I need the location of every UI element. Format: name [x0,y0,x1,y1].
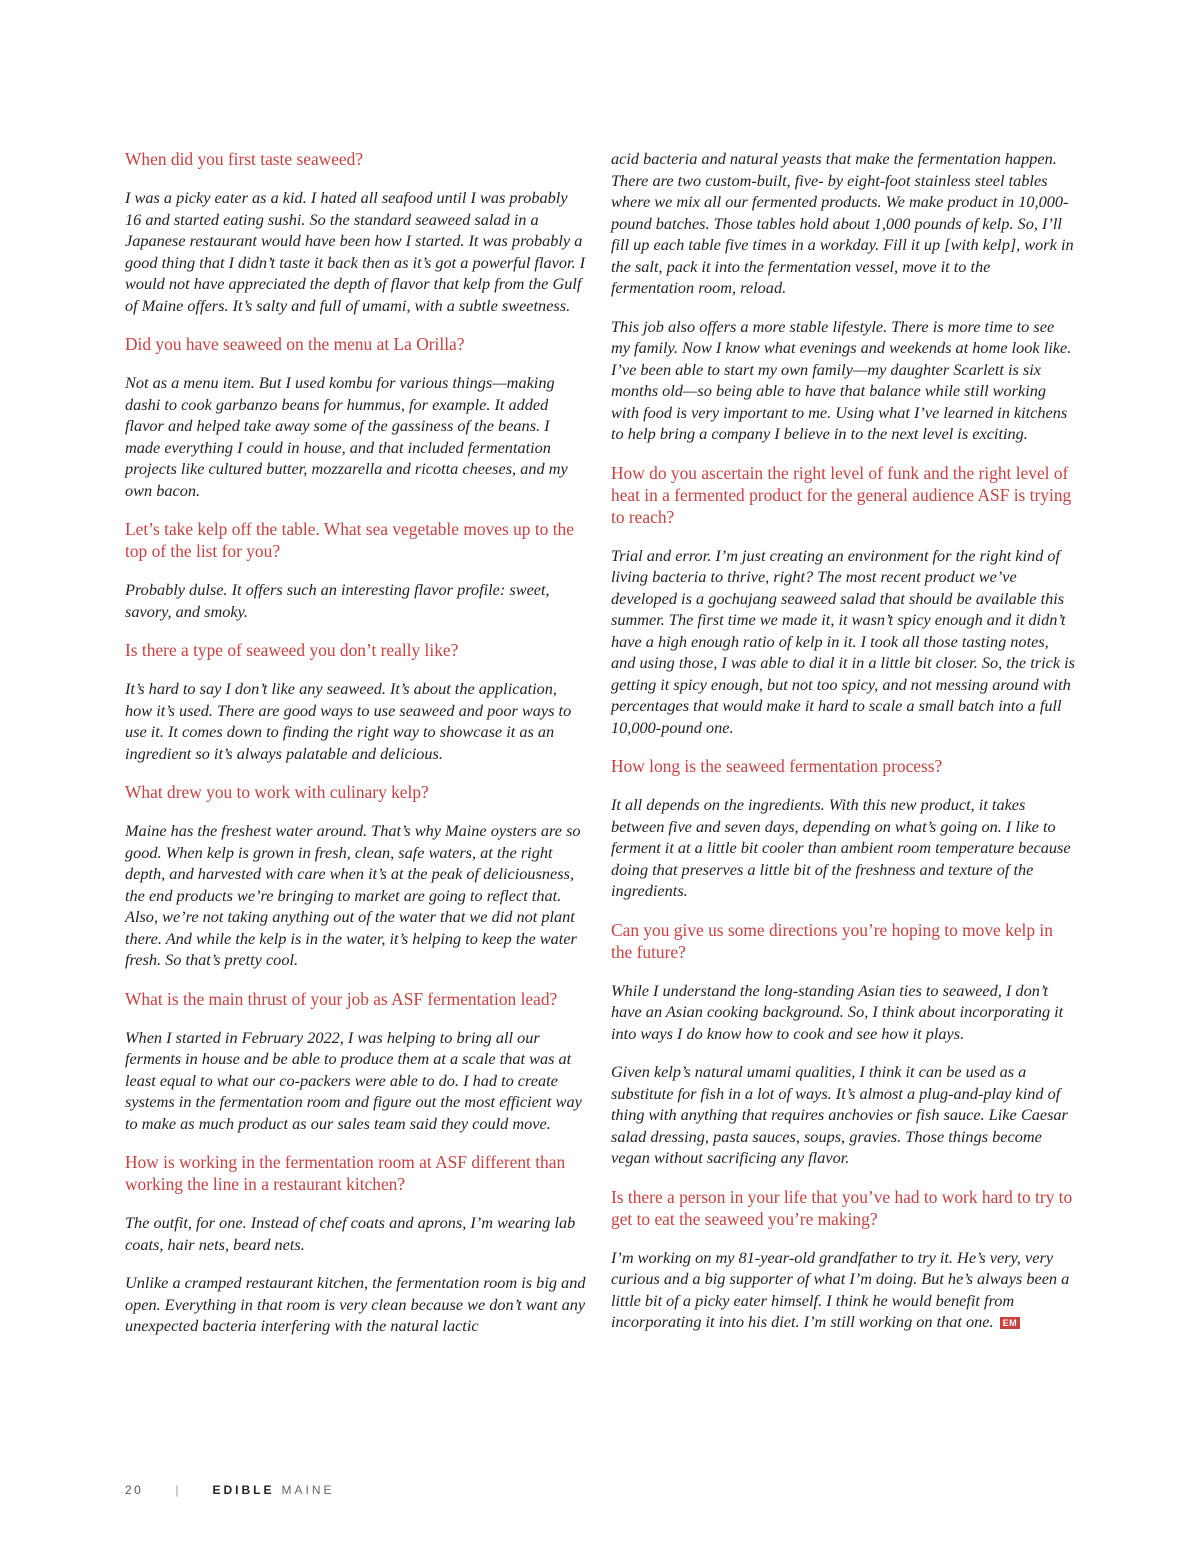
footer-separator: | [175,1483,179,1497]
page-footer [125,1483,335,1497]
magazine-name-bold: EDIBLE [212,1483,275,1497]
magazine-name-light: MAINE [281,1483,335,1497]
answer-text: I’m working on my 81-year-old grandfather to try it. He’s very, very curious and a big supporter of what I’m doing. But he’s always been a little bit of a picky eater himself. I think he would benefit from incorporating it into his diet. I’m still working on that one. [611,1247,1070,1331]
interview-question: Can you give us some directions you’re hoping to move kelp in the future? [611,919,1053,962]
answer-text: While I understand the long-standing Asian ties to seaweed, I don’t have an Asian cooking background. So, I think about incorporating it into ways I do know how to cook and see how it plays. [611,980,1064,1043]
interview-question: What is the main thrust of your job as ASF fermentation lead? [125,988,558,1009]
end-mark-icon: EM [1000,1317,1021,1329]
answer-text: Given kelp’s natural umami qualities, I think it can be used as a substitute for fish in a lot of ways. It’s almost a plug-and-play kind of thing with anything that requires anchovies or fish sauce. Like Caesar salad dressing, pasta sauces, soups, gravies. Those things become vegan without sacrificing any flavor. [611,1062,1068,1167]
interview-question: How is working in the fermentation room at ASF different than working the line in a restaurant kitchen? [125,1152,566,1194]
interview-answer [611,1061,1077,1169]
answer-text: acid bacteria and natural yeasts that make the fermentation happen. There are two custom-built, five- by eight-foot stainless steel tables where we mix all our fermented products. We make product in 10,000-pound batches. Those tables hold about 1,000 pounds of kelp. So, I’ll fill up each table five times in a workday. Fill it up [with kelp], work in the salt, pack it into the fermentation vessel, move it to the fermentation room, reload. [611,149,1074,297]
interview-answer [611,794,1077,902]
answer-text: Unlike a cramped restaurant kitchen, the fermentation room is big and open. Everything in that room is very clean because we don’t want any unexpected bacteria interfering with the natural lactic [125,1273,586,1335]
answer-text: Probably dulse. It offers such an interesting flavor profile: sweet, savory, and smoky. [125,580,550,621]
left-column [125,146,587,1354]
interview-question: Did you have seaweed on the menu at La Orilla? [125,334,465,354]
interview-answer [611,316,1077,445]
page-number: 20 [125,1483,144,1497]
answer-text: This job also offers a more stable lifestyle. There is more time to see my family. Now I know what evenings and weekends at home look like. I’ve been able to start my own family—my daughter Scarlett is six months old—so being able to have that balance while still working with food is very important to me. Using what I’ve learned in kitchens to help bring a company I believe in to the next level is exciting. [611,316,1072,443]
answer-text: The outfit, for one. Instead of chef coats and aprons, I’m wearing lab coats, hair nets, beard nets. [125,1213,576,1254]
answer-text: It all depends on the ingredients. With this new product, it takes between five and seven days, depending on what’s going on. I like to ferment it at a little bit cooler than ambient room temperature because doing that preserves a little bit of the freshness and texture of the ingredients. [611,795,1071,900]
answer-text: I was a picky eater as a kid. I hated all seafood until I was probably 16 and started eating sushi. So the standard seaweed salad in a Japanese restaurant would have been how I started. It was probably a good thing that I didn’t taste it back then as it’s got a powerful flavor. I would not have appreciated the depth of flavor that kelp from the Gulf of Maine offers. It’s salty and full of umami, with a subtle sweetness. [125,188,586,315]
interview-answer [125,678,587,764]
interview-answer [611,1247,1077,1333]
interview-answer [125,372,587,501]
interview-answer [125,579,587,622]
interview-answer [125,1272,587,1337]
interview-answer [125,187,587,316]
answer-text: It’s hard to say I don’t like any seaweed. It’s about the application, how it’s used. There are good ways to use seaweed and poor ways to use it. It comes down to finding the right way to showcase it as an ingredient so it’s always palatable and delicious. [125,679,572,763]
answer-text: When I started in February 2022, I was helping to bring all our ferments in house and be able to produce them at a scale that was at least equal to what our co-packers were able to do. I had to create systems in the fermentation room and figure out the most efficient way to make as much product as our sales team said they could move. [125,1027,582,1133]
answer-text: Trial and error. I’m just creating an environment for the right kind of living bacteria to thrive, right? The most recent product we’ve developed is a gochujang seaweed salad that should be available this summer. The first time we made it, it wasn’t spicy enough and it didn’t have a high enough ratio of kelp in it. I took all those tasting notes, and using those, I was able to dial it in a little bit closer. So, the trick is getting it spicy enough, but not too spicy, and not messing around with percentages that would make it hard to scale a small batch into a full 10,000-pound one. [611,545,1075,737]
interview-answer [125,1212,587,1255]
interview-answer [611,545,1077,739]
right-column [611,148,1077,1350]
answer-text: Not as a menu item. But I used kombu for various things—making dashi to cook garbanzo beans for hummus, for example. It added flavor and helped take away some of the gassiness of the beans. I made everything I could in house, and that included fermentation projects like cultured butter, mozzarella and ricotta cheeses, and my own bacon. [125,373,568,500]
interview-answer [125,1027,587,1135]
interview-question: Is there a type of seaweed you don’t really like? [125,640,459,660]
interview-question: How long is the seaweed fermentation process? [611,756,943,776]
interview-question: Let’s take kelp off the table. What sea vegetable moves up to the top of the list for you? [125,519,574,561]
answer-text: Maine has the freshest water around. That’s why Maine oysters are so good. When kelp is grown in fresh, clean, safe waters, at the right depth, and harvested with care when it’s at the peak of deliciousness, the end products we’re bringing to market are going to reflect that. Also, we’re not taking anything out of the water that we did not plant there. And while the kelp is in the water, it’s helping to keep the water fresh. So that’s pretty cool. [125,821,581,969]
interview-question: How do you ascertain the right level of funk and the right level of heat in a fermented product for the general audience ASF is trying to reach? [611,462,1072,527]
interview-answer [125,820,587,971]
interview-question: When did you first taste seaweed? [125,149,364,169]
interview-answer [611,148,1077,299]
interview-question: What drew you to work with culinary kelp? [125,782,429,802]
interview-question: Is there a person in your life that you’ve had to work hard to try to get to eat the seaweed you’re making? [611,1186,1073,1229]
interview-answer [611,980,1077,1045]
